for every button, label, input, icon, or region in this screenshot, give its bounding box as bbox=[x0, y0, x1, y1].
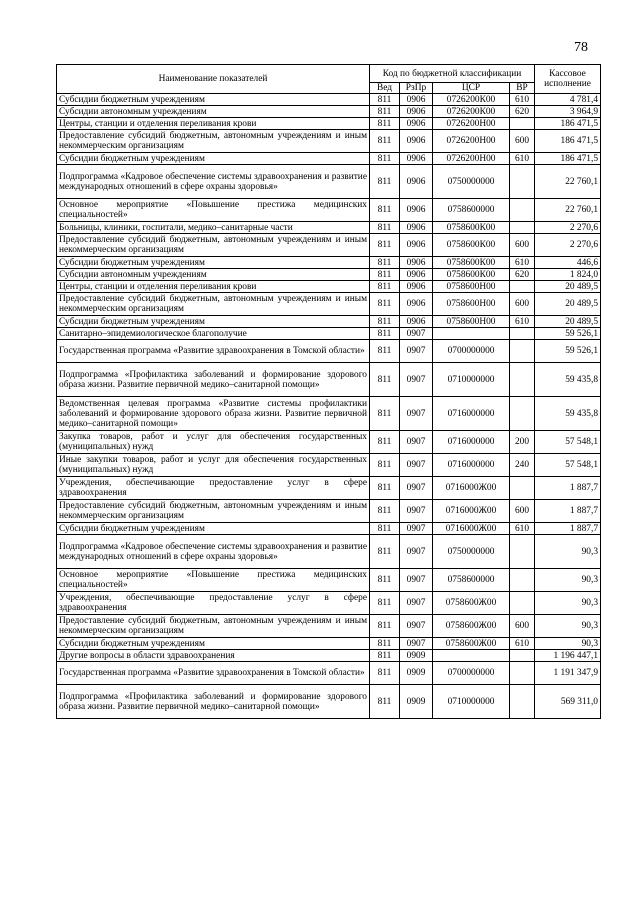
row-csr: 0726200К00 bbox=[433, 106, 510, 118]
table-row bbox=[57, 130, 601, 153]
row-rzpr: 0907 bbox=[400, 340, 433, 363]
table-row bbox=[57, 106, 601, 118]
row-csr: 0758600К00 bbox=[433, 222, 510, 234]
row-cash-value: 20 489,5 bbox=[535, 293, 601, 316]
table-row bbox=[57, 477, 601, 500]
header-name: Наименование показателей bbox=[57, 65, 370, 94]
row-ved: 811 bbox=[370, 431, 400, 454]
row-name: Предоставление субсидий бюджетным, автономным учреждениям и иным некоммерческим организациям bbox=[57, 615, 370, 638]
row-csr: 0726200Н00 bbox=[433, 118, 510, 130]
header-csr: ЦСР bbox=[433, 83, 510, 94]
row-ved: 811 bbox=[370, 328, 400, 340]
row-cash-value: 59 435,8 bbox=[535, 397, 601, 431]
row-ved: 811 bbox=[370, 638, 400, 650]
row-vr: 600 bbox=[510, 130, 535, 153]
table-row bbox=[57, 662, 601, 685]
header-code-group: Код по бюджетной классификации bbox=[370, 65, 535, 83]
row-csr: 0726200Н00 bbox=[433, 130, 510, 153]
table-row bbox=[57, 650, 601, 662]
row-vr: 610 bbox=[510, 94, 535, 106]
row-vr bbox=[510, 477, 535, 500]
row-vr bbox=[510, 650, 535, 662]
row-cash-value: 1 824,0 bbox=[535, 269, 601, 281]
row-cash-value: 3 964,9 bbox=[535, 106, 601, 118]
table-row bbox=[57, 569, 601, 592]
row-vr bbox=[510, 118, 535, 130]
row-vr: 600 bbox=[510, 234, 535, 257]
row-cash-value: 57 548,1 bbox=[535, 454, 601, 477]
row-name: Иные закупки товаров, работ и услуг для обеспечения государственных (муниципальных) нужд bbox=[57, 454, 370, 477]
row-cash-value: 1 191 347,9 bbox=[535, 662, 601, 685]
row-rzpr: 0906 bbox=[400, 222, 433, 234]
row-name: Субсидии бюджетным учреждениям bbox=[57, 316, 370, 328]
row-cash-value: 90,3 bbox=[535, 615, 601, 638]
row-rzpr: 0907 bbox=[400, 328, 433, 340]
table-row bbox=[57, 222, 601, 234]
row-ved: 811 bbox=[370, 477, 400, 500]
row-rzpr: 0906 bbox=[400, 199, 433, 222]
row-vr: 610 bbox=[510, 316, 535, 328]
row-vr: 620 bbox=[510, 269, 535, 281]
row-rzpr: 0906 bbox=[400, 257, 433, 269]
row-vr: 200 bbox=[510, 431, 535, 454]
row-name: Предоставление субсидий бюджетным, автономным учреждениям и иным некоммерческим организациям bbox=[57, 234, 370, 257]
row-csr: 0750000000 bbox=[433, 165, 510, 199]
row-rzpr: 0906 bbox=[400, 106, 433, 118]
row-ved: 811 bbox=[370, 94, 400, 106]
row-cash-value: 90,3 bbox=[535, 535, 601, 569]
row-cash-value: 186 471,5 bbox=[535, 118, 601, 130]
row-csr: 0700000000 bbox=[433, 662, 510, 685]
table-row bbox=[57, 431, 601, 454]
table-body bbox=[57, 94, 601, 719]
row-vr: 610 bbox=[510, 638, 535, 650]
budget-table bbox=[56, 64, 601, 719]
row-rzpr: 0907 bbox=[400, 592, 433, 615]
row-vr bbox=[510, 685, 535, 719]
row-cash-value: 59 526,1 bbox=[535, 340, 601, 363]
row-csr: 0726200Н00 bbox=[433, 153, 510, 165]
row-ved: 811 bbox=[370, 685, 400, 719]
table-row bbox=[57, 118, 601, 130]
row-vr bbox=[510, 281, 535, 293]
row-cash-value: 59 526,1 bbox=[535, 328, 601, 340]
row-cash-value: 2 270,6 bbox=[535, 222, 601, 234]
row-csr: 0710000000 bbox=[433, 363, 510, 397]
row-ved: 811 bbox=[370, 222, 400, 234]
row-csr: 0758600Н00 bbox=[433, 293, 510, 316]
table-row bbox=[57, 257, 601, 269]
row-rzpr: 0906 bbox=[400, 153, 433, 165]
row-rzpr: 0907 bbox=[400, 535, 433, 569]
header-cash-execution: Кассовое исполнение bbox=[535, 65, 601, 94]
row-csr: 0716000Ж00 bbox=[433, 500, 510, 523]
row-ved: 811 bbox=[370, 269, 400, 281]
row-csr: 0758600Н00 bbox=[433, 281, 510, 293]
row-vr bbox=[510, 222, 535, 234]
table-row bbox=[57, 363, 601, 397]
row-rzpr: 0906 bbox=[400, 269, 433, 281]
row-cash-value: 90,3 bbox=[535, 569, 601, 592]
row-ved: 811 bbox=[370, 397, 400, 431]
row-ved: 811 bbox=[370, 340, 400, 363]
row-name: Подпрограмма «Кадровое обеспечение системы здравоохранения и развитие международных отношений в сфере охраны здоровья» bbox=[57, 165, 370, 199]
table-row bbox=[57, 281, 601, 293]
row-ved: 811 bbox=[370, 199, 400, 222]
row-ved: 811 bbox=[370, 569, 400, 592]
row-ved: 811 bbox=[370, 500, 400, 523]
row-ved: 811 bbox=[370, 234, 400, 257]
row-name: Субсидии автономным учреждениям bbox=[57, 106, 370, 118]
row-name: Основное мероприятие «Повышение престижа медицинских специальностей» bbox=[57, 569, 370, 592]
row-vr bbox=[510, 569, 535, 592]
row-csr: 0726200К00 bbox=[433, 94, 510, 106]
row-rzpr: 0907 bbox=[400, 363, 433, 397]
row-csr: 0758600Ж00 bbox=[433, 615, 510, 638]
row-rzpr: 0907 bbox=[400, 615, 433, 638]
row-rzpr: 0906 bbox=[400, 281, 433, 293]
page-number: 78 bbox=[574, 40, 588, 55]
row-vr: 610 bbox=[510, 257, 535, 269]
row-cash-value: 4 781,4 bbox=[535, 94, 601, 106]
row-name: Подпрограмма «Кадровое обеспечение системы здравоохранения и развитие международных отношений в сфере охраны здоровья» bbox=[57, 535, 370, 569]
row-cash-value: 186 471,5 bbox=[535, 153, 601, 165]
row-csr: 0758600000 bbox=[433, 569, 510, 592]
row-ved: 811 bbox=[370, 316, 400, 328]
row-name: Субсидии бюджетным учреждениям bbox=[57, 153, 370, 165]
table-row bbox=[57, 535, 601, 569]
row-csr: 0758600Ж00 bbox=[433, 638, 510, 650]
row-ved: 811 bbox=[370, 662, 400, 685]
row-rzpr: 0906 bbox=[400, 316, 433, 328]
row-name: Субсидии бюджетным учреждениям bbox=[57, 257, 370, 269]
table-row bbox=[57, 165, 601, 199]
row-cash-value: 59 435,8 bbox=[535, 363, 601, 397]
row-rzpr: 0907 bbox=[400, 523, 433, 535]
row-rzpr: 0909 bbox=[400, 662, 433, 685]
row-vr bbox=[510, 199, 535, 222]
row-csr: 0716000000 bbox=[433, 454, 510, 477]
table-row bbox=[57, 269, 601, 281]
row-cash-value: 20 489,5 bbox=[535, 281, 601, 293]
row-name: Ведомственная целевая программа «Развитие системы профилактики заболеваний и формирование здорового образа жизни. Развитие первичной медико–санитарной помощи» bbox=[57, 397, 370, 431]
row-rzpr: 0907 bbox=[400, 454, 433, 477]
row-ved: 811 bbox=[370, 535, 400, 569]
row-cash-value: 1 196 447,1 bbox=[535, 650, 601, 662]
row-csr bbox=[433, 650, 510, 662]
row-vr bbox=[510, 535, 535, 569]
row-rzpr: 0909 bbox=[400, 650, 433, 662]
row-csr: 0758600К00 bbox=[433, 269, 510, 281]
row-vr: 600 bbox=[510, 615, 535, 638]
row-ved: 811 bbox=[370, 106, 400, 118]
row-name: Подпрограмма «Профилактика заболеваний и формирование здорового образа жизни. Развитие первичной медико–санитарной помощи» bbox=[57, 685, 370, 719]
row-csr: 0716000000 bbox=[433, 397, 510, 431]
row-cash-value: 186 471,5 bbox=[535, 130, 601, 153]
row-csr bbox=[433, 328, 510, 340]
table-row bbox=[57, 685, 601, 719]
row-name: Учреждения, обеспечивающие предоставление услуг в сфере здравоохранения bbox=[57, 477, 370, 500]
row-rzpr: 0906 bbox=[400, 94, 433, 106]
row-cash-value: 2 270,6 bbox=[535, 234, 601, 257]
row-vr bbox=[510, 165, 535, 199]
row-name: Больницы, клиники, госпитали, медико–санитарные части bbox=[57, 222, 370, 234]
row-csr: 0750000000 bbox=[433, 535, 510, 569]
row-cash-value: 22 760,1 bbox=[535, 199, 601, 222]
row-ved: 811 bbox=[370, 363, 400, 397]
table-row bbox=[57, 316, 601, 328]
table-row bbox=[57, 94, 601, 106]
row-cash-value: 446,6 bbox=[535, 257, 601, 269]
row-csr: 0716000Ж00 bbox=[433, 477, 510, 500]
table-row bbox=[57, 454, 601, 477]
table-header bbox=[57, 65, 601, 94]
row-vr bbox=[510, 363, 535, 397]
row-name: Субсидии автономным учреждениям bbox=[57, 269, 370, 281]
table-row bbox=[57, 293, 601, 316]
row-csr: 0758600000 bbox=[433, 199, 510, 222]
row-vr bbox=[510, 397, 535, 431]
header-vr: ВР bbox=[510, 83, 535, 94]
row-vr: 610 bbox=[510, 153, 535, 165]
row-rzpr: 0907 bbox=[400, 477, 433, 500]
row-vr: 610 bbox=[510, 523, 535, 535]
row-csr: 0758600К00 bbox=[433, 257, 510, 269]
row-name: Предоставление субсидий бюджетным, автономным учреждениям и иным некоммерческим организациям bbox=[57, 130, 370, 153]
row-ved: 811 bbox=[370, 454, 400, 477]
row-ved: 811 bbox=[370, 650, 400, 662]
row-vr bbox=[510, 328, 535, 340]
table-row bbox=[57, 500, 601, 523]
row-ved: 811 bbox=[370, 293, 400, 316]
row-ved: 811 bbox=[370, 257, 400, 269]
row-cash-value: 1 887,7 bbox=[535, 500, 601, 523]
row-rzpr: 0906 bbox=[400, 118, 433, 130]
row-name: Подпрограмма «Профилактика заболеваний и формирование здорового образа жизни. Развитие первичной медико–санитарной помощи» bbox=[57, 363, 370, 397]
row-name: Предоставление субсидий бюджетным, автономным учреждениям и иным некоммерческим организациям bbox=[57, 293, 370, 316]
table-row bbox=[57, 234, 601, 257]
table-row bbox=[57, 523, 601, 535]
row-csr: 0758600Н00 bbox=[433, 316, 510, 328]
row-vr: 240 bbox=[510, 454, 535, 477]
table-row bbox=[57, 592, 601, 615]
row-rzpr: 0906 bbox=[400, 165, 433, 199]
row-rzpr: 0909 bbox=[400, 685, 433, 719]
row-cash-value: 1 887,7 bbox=[535, 477, 601, 500]
table-row bbox=[57, 638, 601, 650]
row-ved: 811 bbox=[370, 592, 400, 615]
row-cash-value: 90,3 bbox=[535, 638, 601, 650]
row-name: Основное мероприятие «Повышение престижа медицинских специальностей» bbox=[57, 199, 370, 222]
row-name: Предоставление субсидий бюджетным, автономным учреждениям и иным некоммерческим организациям bbox=[57, 500, 370, 523]
row-cash-value: 569 311,0 bbox=[535, 685, 601, 719]
row-name: Субсидии бюджетным учреждениям bbox=[57, 523, 370, 535]
row-cash-value: 20 489,5 bbox=[535, 316, 601, 328]
row-ved: 811 bbox=[370, 153, 400, 165]
row-csr: 0716000Ж00 bbox=[433, 523, 510, 535]
header-rzpr: РзПр bbox=[400, 83, 433, 94]
row-cash-value: 1 887,7 bbox=[535, 523, 601, 535]
table-row bbox=[57, 153, 601, 165]
row-vr: 600 bbox=[510, 293, 535, 316]
row-name: Закупка товаров, работ и услуг для обеспечения государственных (муниципальных) нужд bbox=[57, 431, 370, 454]
row-rzpr: 0906 bbox=[400, 130, 433, 153]
row-ved: 811 bbox=[370, 165, 400, 199]
row-csr: 0758600К00 bbox=[433, 234, 510, 257]
row-vr bbox=[510, 592, 535, 615]
row-vr bbox=[510, 662, 535, 685]
table-row bbox=[57, 328, 601, 340]
row-name: Субсидии бюджетным учреждениям bbox=[57, 94, 370, 106]
row-name: Центры, станции и отделения переливания крови bbox=[57, 118, 370, 130]
row-name: Субсидии бюджетным учреждениям bbox=[57, 638, 370, 650]
row-name: Центры, станции и отделения переливания крови bbox=[57, 281, 370, 293]
row-rzpr: 0906 bbox=[400, 234, 433, 257]
row-cash-value: 22 760,1 bbox=[535, 165, 601, 199]
header-ved: Вед bbox=[370, 83, 400, 94]
row-vr bbox=[510, 340, 535, 363]
table-row bbox=[57, 340, 601, 363]
row-csr: 0710000000 bbox=[433, 685, 510, 719]
row-rzpr: 0907 bbox=[400, 431, 433, 454]
row-ved: 811 bbox=[370, 281, 400, 293]
row-ved: 811 bbox=[370, 615, 400, 638]
row-ved: 811 bbox=[370, 118, 400, 130]
row-rzpr: 0907 bbox=[400, 500, 433, 523]
row-rzpr: 0907 bbox=[400, 638, 433, 650]
row-rzpr: 0906 bbox=[400, 293, 433, 316]
row-csr: 0700000000 bbox=[433, 340, 510, 363]
row-vr: 620 bbox=[510, 106, 535, 118]
row-ved: 811 bbox=[370, 130, 400, 153]
row-name: Санитарно–эпидемиологическое благополучие bbox=[57, 328, 370, 340]
row-rzpr: 0907 bbox=[400, 397, 433, 431]
row-name: Учреждения, обеспечивающие предоставление услуг в сфере здравоохранения bbox=[57, 592, 370, 615]
row-name: Другие вопросы в области здравоохранения bbox=[57, 650, 370, 662]
row-name: Государственная программа «Развитие здравоохранения в Томской области» bbox=[57, 340, 370, 363]
row-ved: 811 bbox=[370, 523, 400, 535]
row-rzpr: 0907 bbox=[400, 569, 433, 592]
row-cash-value: 90,3 bbox=[535, 592, 601, 615]
row-name: Государственная программа «Развитие здравоохранения в Томской области» bbox=[57, 662, 370, 685]
row-cash-value: 57 548,1 bbox=[535, 431, 601, 454]
table-row bbox=[57, 615, 601, 638]
table-row bbox=[57, 397, 601, 431]
row-vr: 600 bbox=[510, 500, 535, 523]
row-csr: 0716000000 bbox=[433, 431, 510, 454]
table-row bbox=[57, 199, 601, 222]
row-csr: 0758600Ж00 bbox=[433, 592, 510, 615]
